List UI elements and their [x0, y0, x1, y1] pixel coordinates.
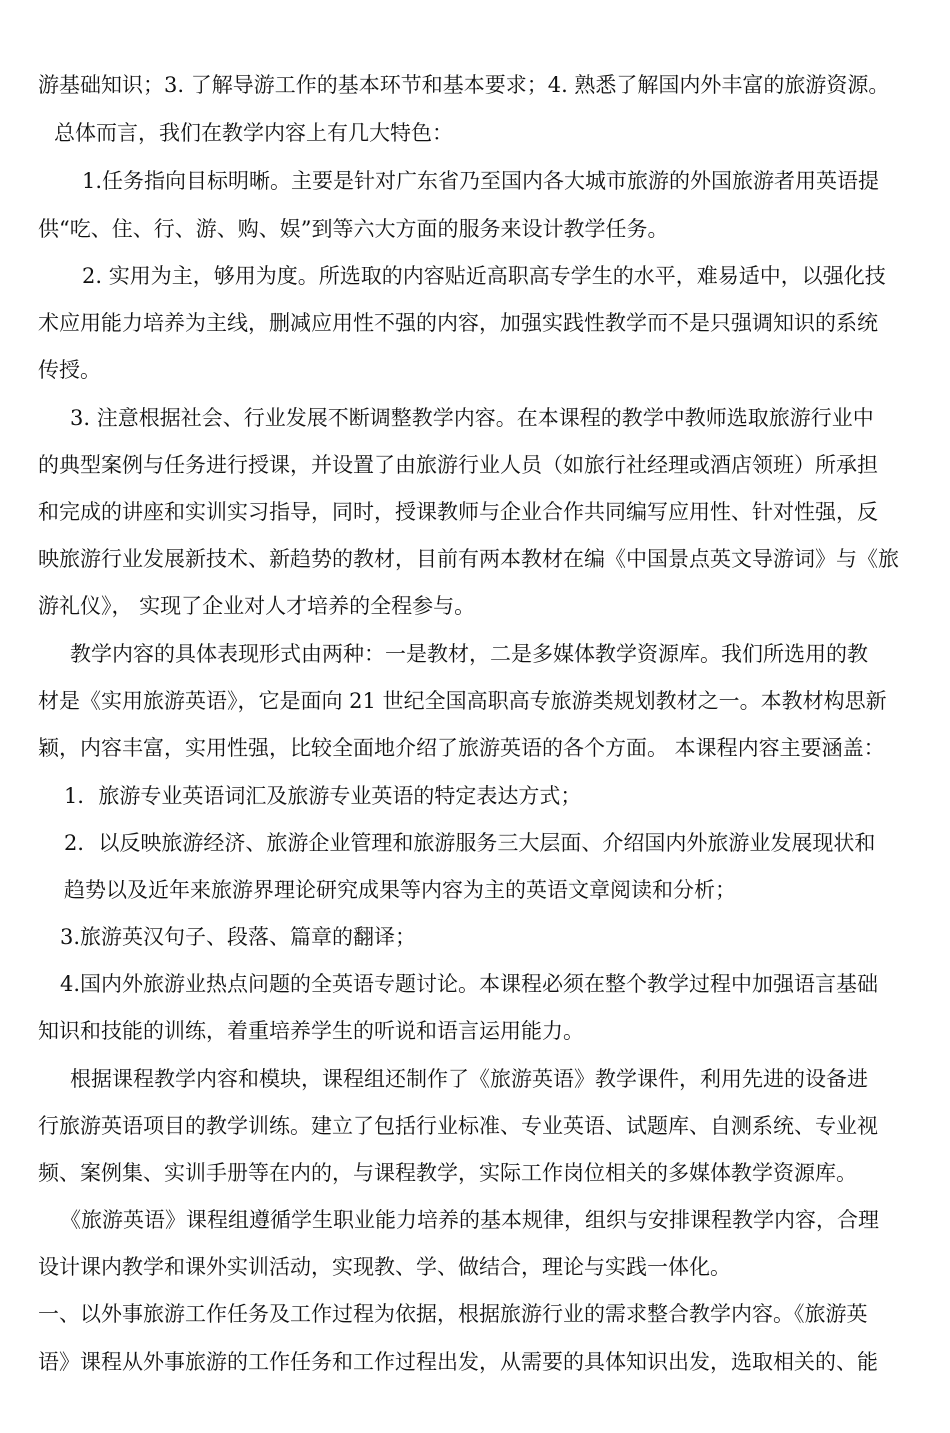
text-line: 1．旅游专业英语词汇及旅游专业英语的特定表达方式； [64, 784, 582, 808]
text-line: 映旅游行业发展新技术、新趋势的教材，目前有两本教材在编《中国景点英文导游词》与《旅 [38, 547, 899, 571]
text-line: 趋势以及近年来旅游界理论研究成果等内容为主的英语文章阅读和分析； [64, 878, 736, 902]
text-line: 语》课程从外事旅游的工作任务和工作过程出发，从需要的具体知识出发，选取相关的、能 [38, 1350, 878, 1374]
text-line: 行旅游英语项目的教学训练。建立了包括行业标准、专业英语、试题库、自测系统、专业视 [38, 1114, 878, 1138]
text-line: 教学内容的具体表现形式由两种：一是教材，二是多媒体教学资源库。我们所选用的教 [70, 642, 868, 666]
text-line: 频、案例集、实训手册等在内的，与课程教学，实际工作岗位相关的多媒体教学资源库。 [38, 1161, 857, 1185]
text-line: 2. 实用为主，够用为度。所选取的内容贴近高职高专学生的水平，难易适中，以强化技 [82, 264, 886, 288]
text-line: 总体而言，我们在教学内容上有几大特色： [54, 121, 453, 145]
text-line: 的典型案例与任务进行授课，并设置了由旅游行业人员（如旅行社经理或酒店领班）所承担 [38, 453, 878, 477]
text-line: 材是《实用旅游英语》，它是面向 21 世纪全国高职高专旅游类规划教材之一。本教材构思新 [38, 689, 887, 713]
text-line: 设计课内教学和课外实训活动，实现教、学、做结合，理论与实践一体化。 [38, 1255, 731, 1279]
text-line: 颖，内容丰富，实用性强，比较全面地介绍了旅游英语的各个方面。 本课程内容主要涵盖： [38, 736, 885, 760]
text-line: 供“吃、住、行、游、购、娱”到等六大方面的服务来设计教学任务。 [38, 217, 669, 241]
text-line: 术应用能力培养为主线，删减应用性不强的内容，加强实践性教学而不是只强调知识的系统 [38, 311, 878, 335]
text-line: 3.旅游英汉句子、段落、篇章的翻译； [60, 925, 417, 949]
text-line: 4.国内外旅游业热点问题的全英语专题讨论。本课程必须在整个教学过程中加强语言基础 [60, 972, 879, 996]
text-line: 根据课程教学内容和模块，课程组还制作了《旅游英语》教学课件，利用先进的设备进 [70, 1067, 868, 1091]
text-line: 《旅游英语》课程组遵循学生职业能力培养的基本规律，组织与安排课程教学内容，合理 [60, 1208, 879, 1232]
text-line: 2．以反映旅游经济、旅游企业管理和旅游服务三大层面、介绍国内外旅游业发展现状和 [64, 831, 876, 855]
text-line: 知识和技能的训练，着重培养学生的听说和语言运用能力。 [38, 1019, 584, 1043]
text-line: 1.任务指向目标明晰。主要是针对广东省乃至国内各大城市旅游的外国旅游者用英语提 [82, 169, 880, 193]
text-line: 游礼仪》， 实现了企业对人才培养的全程参与。 [38, 594, 476, 618]
text-line: 传授。 [38, 358, 101, 382]
text-line: 游基础知识；3. 了解导游工作的基本环节和基本要求；4. 熟悉了解国内外丰富的旅游资源。 [38, 73, 890, 97]
text-line: 一、以外事旅游工作任务及工作过程为依据，根据旅游行业的需求整合教学内容。《旅游英 [38, 1302, 868, 1326]
text-line: 3. 注意根据社会、行业发展不断调整教学内容。在本课程的教学中教师选取旅游行业中 [70, 406, 874, 430]
text-line: 和完成的讲座和实训实习指导，同时，授课教师与企业合作共同编写应用性、针对性强，反 [38, 500, 878, 524]
